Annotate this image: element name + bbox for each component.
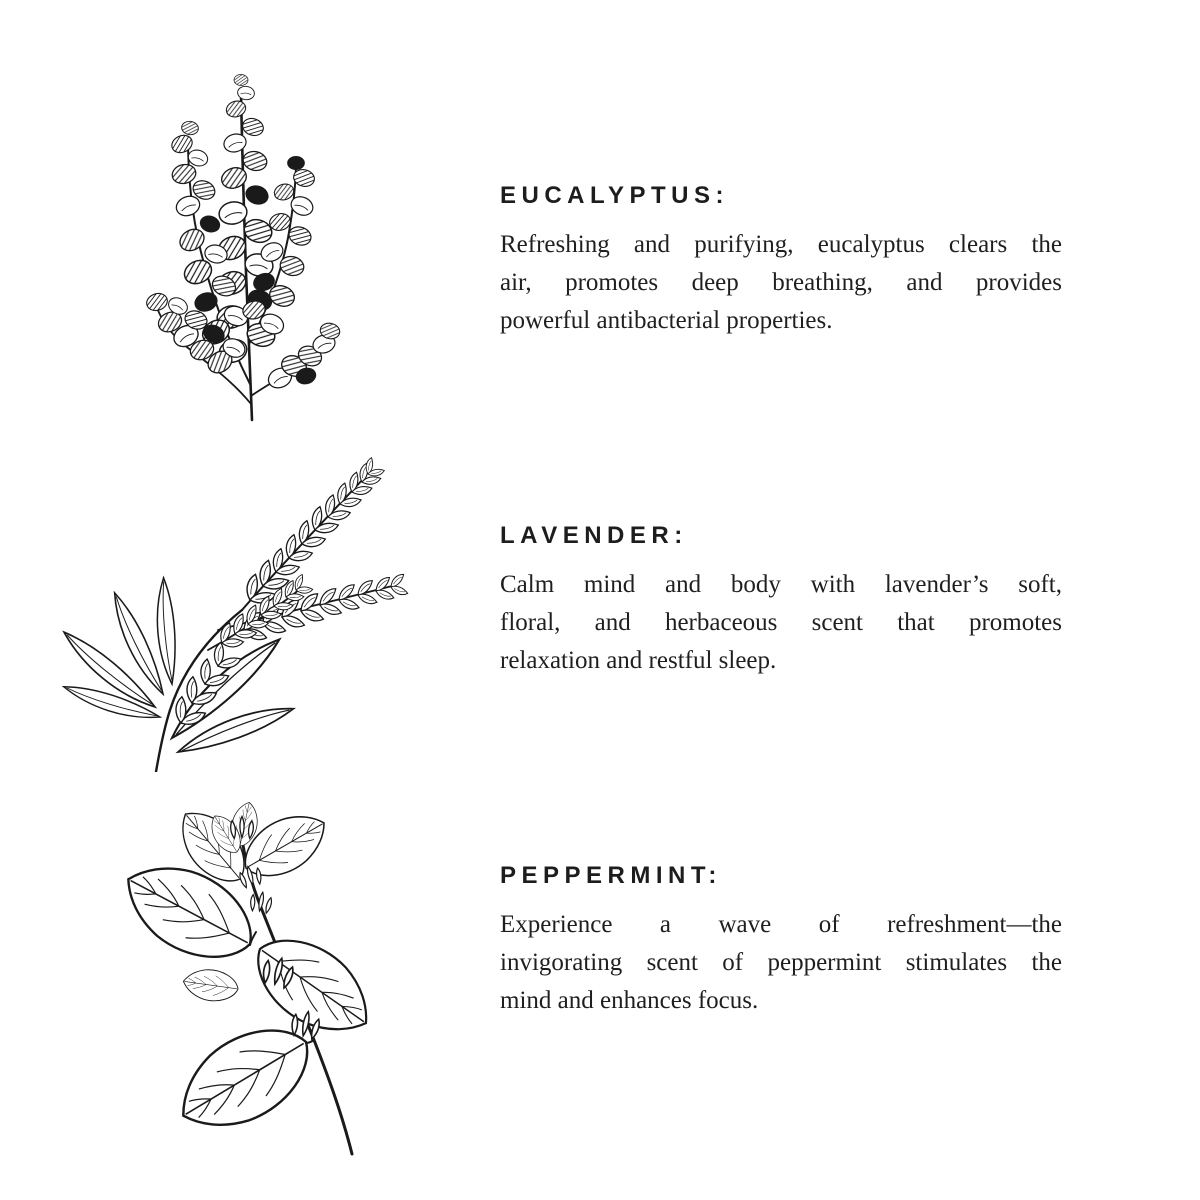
text-line: Calm mind and body with lavender’s soft,: [500, 570, 1062, 598]
lavender-illustration: [60, 422, 420, 772]
eucalyptus-heading: EUCALYPTUS:: [500, 182, 729, 209]
eucalyptus-description: [500, 226, 1062, 340]
eucalyptus-plant-icon: [100, 42, 400, 422]
peppermint-plant-icon: [90, 782, 420, 1162]
text-line: powerful antibacterial properties.: [500, 306, 833, 334]
text-line: air, promotes deep breathing, and provides: [500, 268, 1062, 296]
eucalyptus-copy: [500, 182, 1062, 340]
peppermint-copy: [500, 862, 1062, 1020]
lavender-description: [500, 566, 1062, 680]
text-line: Refreshing and purifying, eucalyptus clears the: [500, 230, 1062, 258]
text-line: Experience a wave of refreshment—the: [500, 910, 1062, 938]
text-line: floral, and herbaceous scent that promotes: [500, 608, 1062, 636]
peppermint-description: [500, 906, 1062, 1020]
lavender-heading: LAVENDER:: [500, 522, 688, 549]
peppermint-heading: PEPPERMINT:: [500, 862, 722, 889]
lavender-copy: [500, 522, 1062, 680]
eucalyptus-illustration: [100, 42, 400, 422]
text-line: mind and enhances focus.: [500, 986, 759, 1014]
text-line: relaxation and restful sleep.: [500, 646, 777, 674]
lavender-plant-icon: [60, 422, 420, 772]
peppermint-illustration: [90, 782, 420, 1162]
text-line: invigorating scent of peppermint stimulates the: [500, 948, 1062, 976]
